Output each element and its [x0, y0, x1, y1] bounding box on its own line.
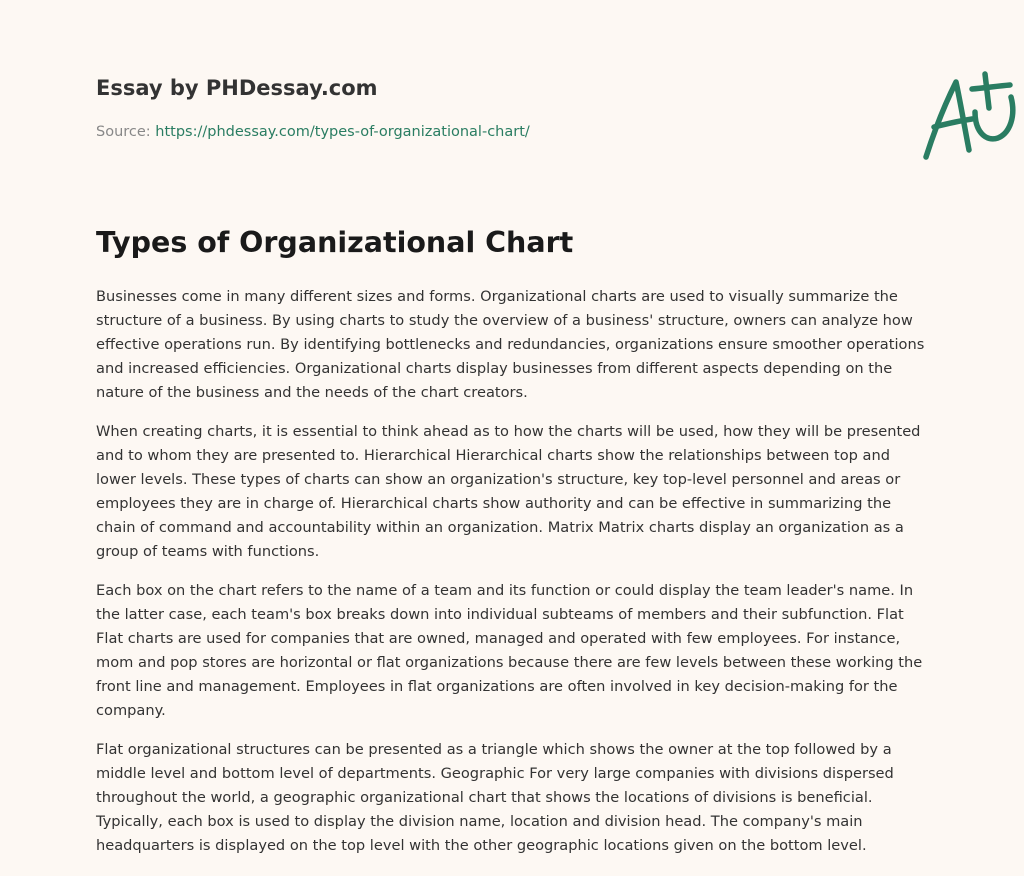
- essay-title: Types of Organizational Chart: [96, 226, 574, 259]
- source-link[interactable]: https://phdessay.com/types-of-organizational-chart/: [155, 124, 530, 140]
- source-line: [96, 124, 530, 140]
- site-title: Essay by PHDessay.com: [96, 76, 378, 100]
- essay-paragraph: Flat organizational structures can be presented as a triangle which shows the owner at the top followed by a middle level and bottom level of departments. Geographic For very large companies with divisions dispersed throughout the world, a geographic organizational chart that shows the locations of divisions is beneficial. Typically, each box is used to display the division name, location and division head. The company's main headquarters is displayed on the top level with the other geographic locations given on the bottom level.: [96, 741, 894, 854]
- essay-body: [96, 285, 932, 873]
- essay-paragraph: Businesses come in many different sizes and forms. Organizational charts are used to visually summarize the structure of a business. By using charts to study the overview of a business' structure, owners can analyze how effective operations run. By identifying bottlenecks and redundancies, organizations ensure smoother operations and increased efficiencies. Organizational charts display businesses from different aspects depending on the nature of the business and the needs of the chart creators.: [96, 288, 925, 401]
- essay-paragraph: Each box on the chart refers to the name of a team and its function or could display the team leader's name. In the latter case, each team's box breaks down into individual subteams of members and their subfunction. Flat Flat charts are used for companies that are owned, managed and operated with few employees. For instance, mom and pop stores are horizontal or flat organizations because there are few levels between these working the front line and management. Employees in flat organizations are often involved in key decision-making for the company.: [96, 582, 923, 719]
- a-plus-logo: [920, 70, 1022, 162]
- source-label: Source:: [96, 124, 156, 140]
- essay-paragraph: When creating charts, it is essential to think ahead as to how the charts will be used, how they will be presented and to whom they are presented to. Hierarchical Hierarchical charts show the relationships between top and lower levels. These types of charts can show an organization's structure, key top-level personnel and areas or employees they are in charge of. Hierarchical charts show authority and can be effective in summarizing the chain of command and accountability within an organization. Matrix Matrix charts display an organization as a group of teams with functions.: [96, 423, 921, 560]
